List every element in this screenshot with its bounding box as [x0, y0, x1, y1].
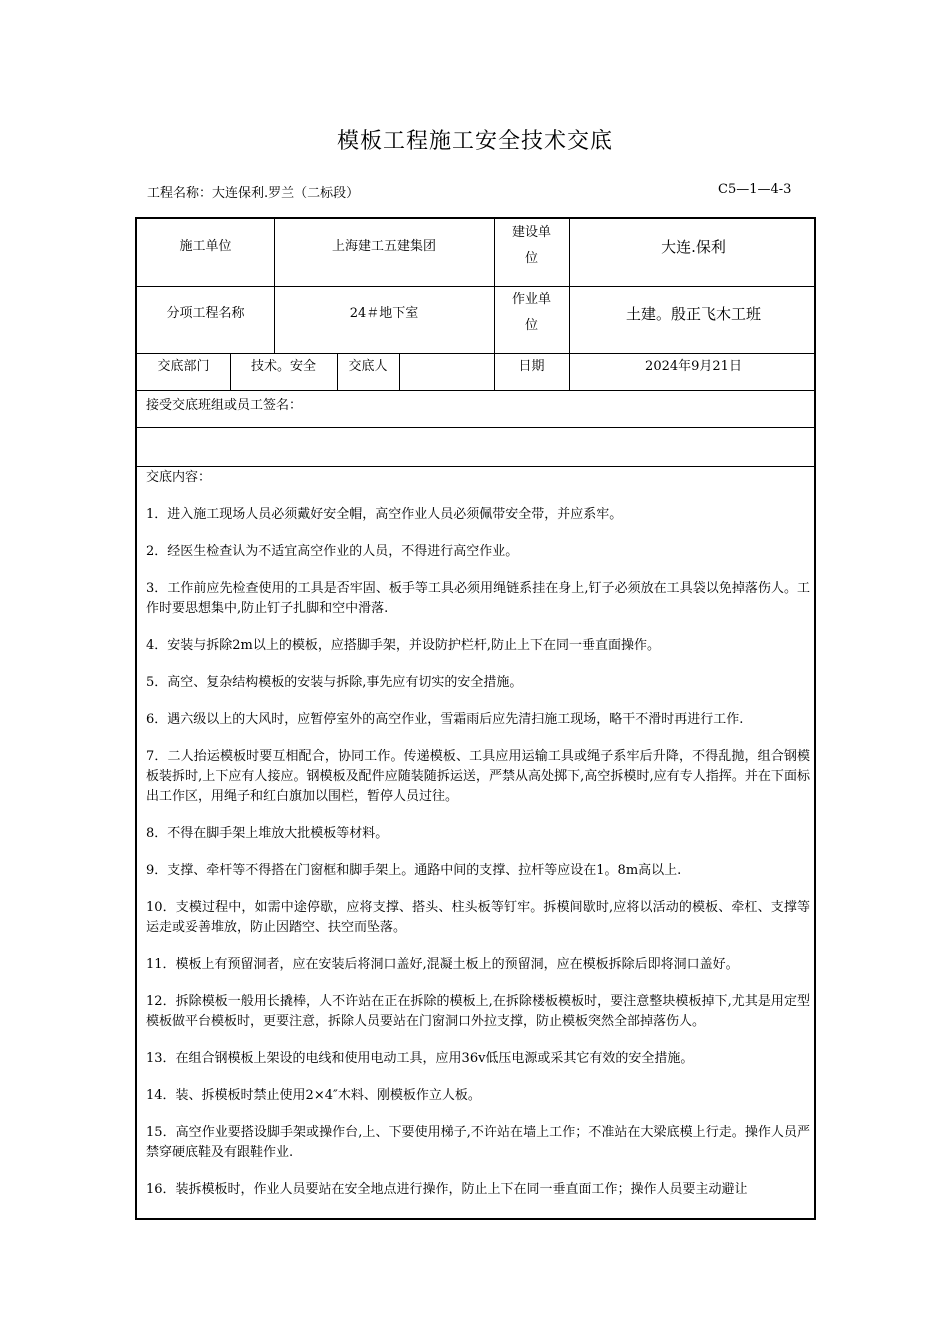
date-label: 日期 — [518, 358, 545, 374]
disclosure-table — [135, 217, 816, 1220]
construction-unit-label: 施工单位 — [179, 239, 232, 254]
content-item: 3．工作前应先检查使用的工具是否牢固、板手等工具必须用绳链系挂在身上,钉子必须放在工具袋以免掉落伤人。工作时要思想集中,防止钉子扎脚和空中滑落. — [146, 581, 810, 616]
content-item: 2．经医生检查认为不适宜高空作业的人员，不得进行高空作业。 — [146, 544, 519, 559]
work-unit-value: 土建。殷正飞木工班 — [625, 304, 761, 323]
content-label: 交底内容： — [146, 470, 212, 485]
person-value — [399, 353, 494, 375]
content-item: 5．高空、复杂结构模板的安装与拆除,事先应有切实的安全措施。 — [146, 675, 523, 690]
signature-area — [137, 428, 816, 466]
content-item: 10．支模过程中，如需中途停歇，应将支撑、搭头、柱头板等钉牢。拆模间歇时,应将以活动的模板、牵杠、支撑等运走或妥善堆放，防止因踏空、扶空而坠落。 — [146, 900, 810, 935]
person-label: 交底人 — [348, 358, 388, 374]
sub-project-value: 24＃地下室 — [349, 306, 419, 321]
content-item: 15．高空作业要搭设脚手架或操作台,上、下要使用梯子,不许站在墙上工作；不准站在大梁底模上行走。操作人员严禁穿硬底鞋及有跟鞋作业. — [146, 1125, 810, 1160]
row-divider — [137, 390, 816, 391]
disclosure-content — [146, 468, 810, 1217]
owner-unit-label: 建设单 位 — [511, 225, 551, 266]
content-item: 14．装、拆模板时禁止使用2×4″木料、刚模板作立人板。 — [146, 1088, 481, 1103]
work-unit-label: 作业单 位 — [511, 292, 551, 333]
content-item: 4．安装与拆除2m以上的模板，应搭脚手架，并设防护栏杆,防止上下在同一垂直面操作。 — [146, 638, 661, 653]
owner-unit-value: 大连.保利 — [661, 237, 726, 256]
content-item: 11．模板上有预留洞者，应在安装后将洞口盖好,混凝土板上的预留洞，应在模板拆除后即将洞口盖好。 — [146, 957, 739, 972]
sub-project-label: 分项工程名称 — [166, 306, 245, 321]
dept-label: 交底部门 — [157, 358, 210, 374]
content-item: 7．二人抬运模板时要互相配合，协同工作。传递模板、工具应用运输工具或绳子系牢后升降，不得乱抛，组合钢模板装拆时,上下应有人接应。钢模板及配件应随装随拆运送，严禁从高处掷下,高空拆模时,应有专人指挥。并在下面标出工作区，用绳子和红白旗加以围栏，暂停人员过往。 — [146, 749, 810, 804]
content-item: 6．遇六级以上的大风时，应暂停室外的高空作业，雪霜雨后应先清扫施工现场，略干不滑时再进行工作. — [146, 712, 744, 727]
content-item: 8．不得在脚手架上堆放大批模板等材料。 — [146, 826, 389, 841]
content-item: 12．拆除模板一般用长撬棒，人不许站在正在拆除的模板上,在拆除楼板模板时，要注意整块模板掉下,尤其是用定型模板做平台模板时，更要注意，拆除人员要站在门窗洞口外拉支撑，防止模板突然全部掉落伤人。 — [146, 994, 810, 1029]
content-item: 16．装拆模板时，作业人员要站在安全地点进行操作，防止上下在同一垂直面工作；操作人员要主动避让 — [146, 1182, 748, 1197]
construction-unit-value: 上海建工五建集团 — [331, 239, 436, 254]
dept-value: 技术。安全 — [250, 358, 316, 374]
date-value: 2024年9月21日 — [645, 358, 742, 374]
content-item: 9．支撑、牵杆等不得搭在门窗框和脚手架上。通路中间的支撑、拉杆等应设在1。8m高以上. — [146, 863, 682, 878]
document-title: 模板工程施工安全技术交底 — [336, 129, 613, 154]
content-item: 13．在组合钢模板上架设的电线和使用电动工具，应用36v低压电源或采其它有效的安全措施。 — [146, 1051, 694, 1066]
signature-label: 接受交底班组或员工签名： — [146, 398, 303, 413]
document-code: C5—1—4-3 — [718, 182, 792, 197]
content-item: 1．进入施工现场人员必须戴好安全帽，高空作业人员必须佩带安全带，并应系牢。 — [146, 507, 623, 522]
project-name: 工程名称：大连保利.罗兰（二标段） — [147, 186, 360, 201]
row-divider — [137, 466, 816, 467]
